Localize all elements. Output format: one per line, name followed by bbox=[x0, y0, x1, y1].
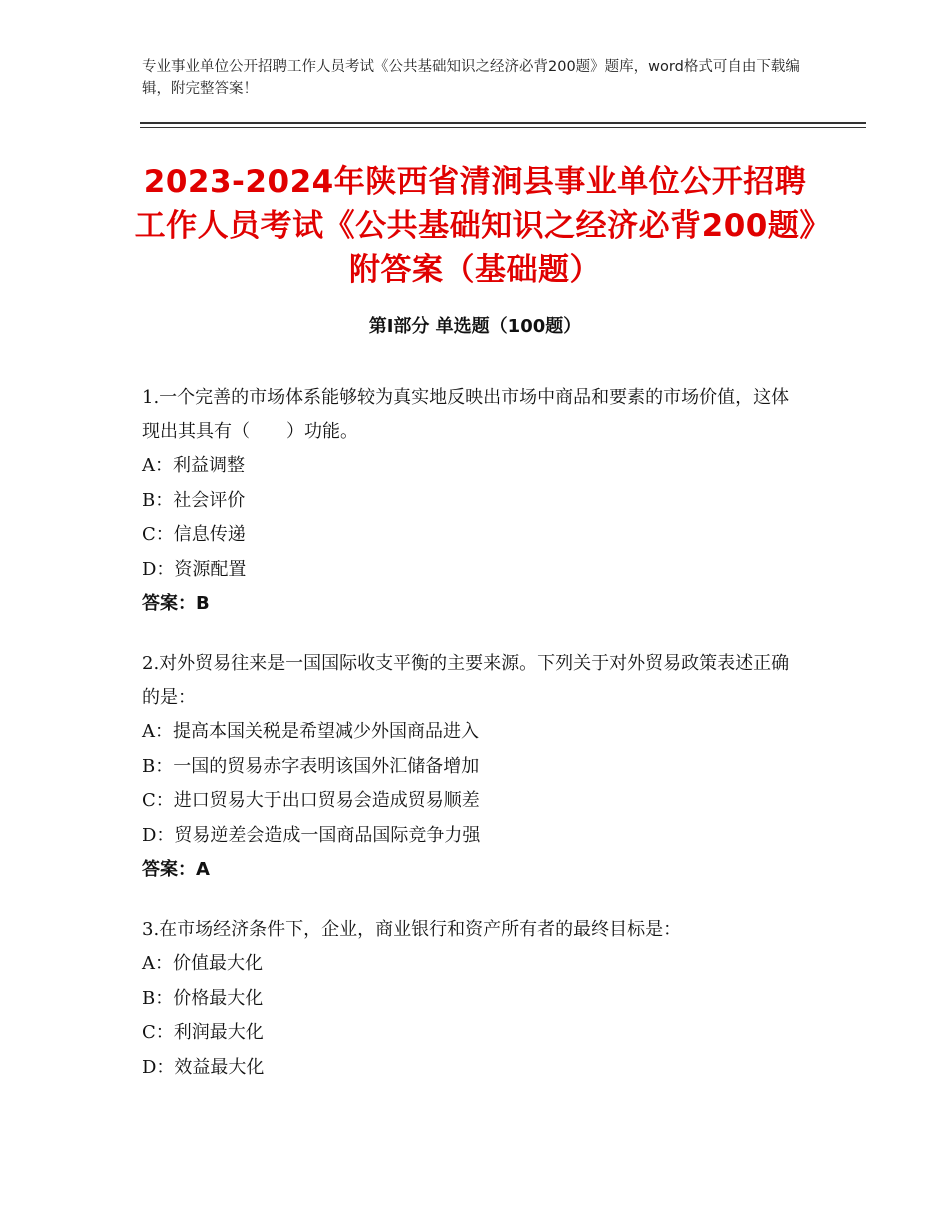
question-2 bbox=[142, 647, 802, 887]
option-b: B：一国的贸易赤字表明该国外汇储备增加 bbox=[142, 755, 480, 777]
option-d: D：贸易逆差会造成一国商品国际竞争力强 bbox=[142, 824, 481, 846]
answer-label: 答案：A bbox=[142, 859, 210, 880]
question-stem: 2.对外贸易往来是一国国际收支平衡的主要来源。下列关于对外贸易政策表述正确的是： bbox=[142, 653, 790, 708]
header-note: 专业事业单位公开招聘工作人员考试《公共基础知识之经济必背200题》题库，word格式可自由下载编辑，附完整答案！ bbox=[142, 59, 800, 97]
option-c: C：进口贸易大于出口贸易会造成贸易顺差 bbox=[142, 790, 480, 811]
question-3 bbox=[142, 913, 802, 1085]
option-b: B：价格最大化 bbox=[142, 987, 264, 1009]
header-divider-thick bbox=[140, 122, 866, 124]
option-d: D：资源配置 bbox=[142, 558, 247, 580]
document-title: 2023-2024年陕西省清涧县事业单位公开招聘工作人员考试《公共基础知识之经济必背200题》附答案（基础题） bbox=[134, 164, 816, 288]
question-stem: 3.在市场经济条件下，企业，商业银行和资产所有者的最终目标是： bbox=[142, 919, 682, 940]
header-divider-thin bbox=[140, 127, 866, 128]
option-a: A：利益调整 bbox=[142, 455, 245, 476]
option-a: A：价值最大化 bbox=[142, 953, 263, 974]
section-heading: 第Ⅰ部分 单选题（100题） bbox=[368, 316, 582, 337]
option-a: A：提高本国关税是希望减少外国商品进入 bbox=[142, 721, 479, 742]
option-d: D：效益最大化 bbox=[142, 1056, 265, 1078]
question-1 bbox=[142, 381, 802, 621]
option-c: C：信息传递 bbox=[142, 524, 246, 545]
option-b: B：社会评价 bbox=[142, 489, 246, 511]
question-list bbox=[142, 381, 802, 1111]
question-stem: 1.一个完善的市场体系能够较为真实地反映出市场中商品和要素的市场价值，这体现出其具有（ ）功能。 bbox=[142, 387, 790, 442]
answer-label: 答案：B bbox=[142, 593, 210, 614]
option-c: C：利润最大化 bbox=[142, 1022, 264, 1043]
